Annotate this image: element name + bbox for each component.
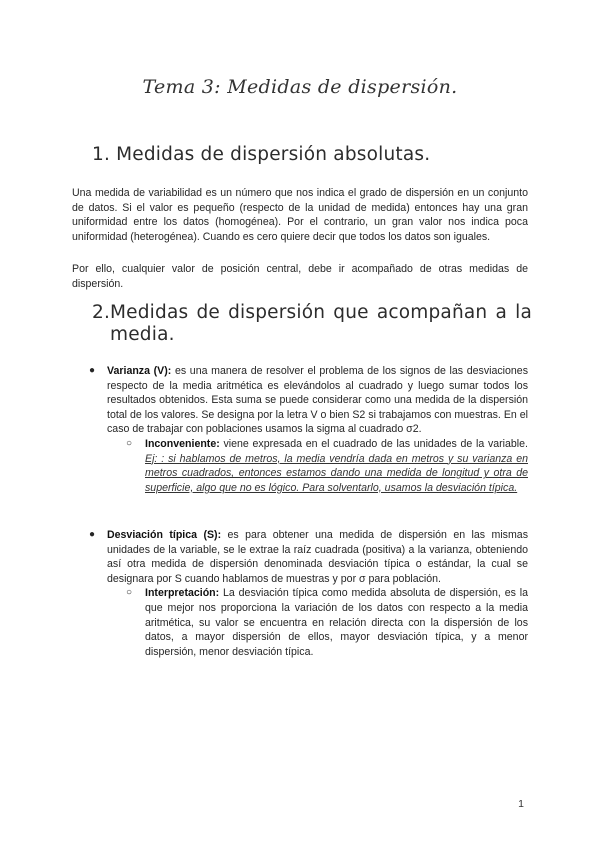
inconveniente-text: viene expresada en el cuadrado de las unidades de la variable. — [219, 437, 528, 450]
section-2-heading-line-1 — [92, 302, 532, 324]
sub-list-item — [88, 437, 528, 495]
section-1-heading-text: Medidas de dispersión absolutas. — [116, 144, 431, 165]
section-2-heading-line-2: media. — [110, 324, 175, 345]
section-1-paragraph-2: Por ello, cualquier valor de posición central, debe ir acompañado de otras medidas de dispersión. — [72, 263, 528, 290]
bullet-circle-icon: ○ — [126, 587, 133, 599]
document-title: Tema 3: Medidas de dispersión. — [142, 76, 458, 98]
bullet-desviacion — [88, 528, 528, 659]
bullet-dot-icon: ● — [89, 529, 96, 540]
section-2-heading-text: Medidas de dispersión que acompañan a la — [110, 302, 532, 323]
bullet-dot-icon: ● — [89, 365, 96, 376]
desviacion-term: Desviación típica (S): — [107, 529, 222, 541]
inconveniente-example: Ej: : si hablamos de metros, la media vendría dada en metros y su varianza en metros cuadrados, entonces estamos dando una medida de longitud y otra de superficie, algo que no es lógico. Para solventarlo, usamos la desviación típica. — [145, 452, 528, 494]
interpretacion-text: La desviación típica como medida absoluta de dispersión, es la que mejor nos proporciona la variación de los datos con respecto a la media aritmética, su valor se encuentra en relación directa con la dispersión de los datos, a mayor dispersión de ellos, mayor desviación típica, y a menor dispersión, menor desviación típica. — [145, 587, 528, 658]
section-1-number: 1. — [92, 144, 111, 165]
bullet-circle-icon: ○ — [126, 437, 133, 449]
list-item — [88, 528, 528, 586]
section-2-heading — [92, 302, 532, 346]
section-1-heading — [92, 144, 430, 165]
varianza-term: Varianza (V): — [107, 365, 172, 377]
desviacion-text: es para obtener una medida de dispersión en las mismas unidades de la variable, se le extrae la raíz cuadrada (positiva) a la varianza, obteniendo así otra medida de dispersión denominada desviación típica o estándar, la cual se designara por S cuando hablamos de muestras y por σ para población. — [107, 529, 528, 585]
bullet-varianza — [88, 364, 528, 495]
section-1-paragraph-1: Una medida de variabilidad es un número que nos indica el grado de dispersión en un conjunto de datos. Si el valor es pequeño (respecto de la unidad de medida) entonces hay una gran uniformidad entre los datos (homogénea). Por el contrario, un gran valor nos indica poca uniformidad (heterogénea). Cuando es cero quiere decir que todos los datos son iguales. — [72, 187, 528, 243]
list-item — [88, 364, 528, 437]
section-2-number: 2. — [92, 302, 111, 323]
page-number: 1 — [518, 798, 524, 810]
sub-list-item — [88, 586, 528, 659]
varianza-text: es una manera de resolver el problema de los signos de las desviaciones respecto de la media aritmética es elevándolos al cuadrado y luego sumar todos los resultados obtenidos. Esta suma se puede considerar como una medida de la dispersión total de los valores. Se designa por la letra V o bien S2 si trabajamos con muestras. En el caso de trabajar con poblaciones usamos la sigma al cuadrado σ2. — [107, 365, 528, 436]
inconveniente-term: Inconveniente: — [145, 437, 220, 450]
interpretacion-term: Interpretación: — [145, 587, 220, 600]
